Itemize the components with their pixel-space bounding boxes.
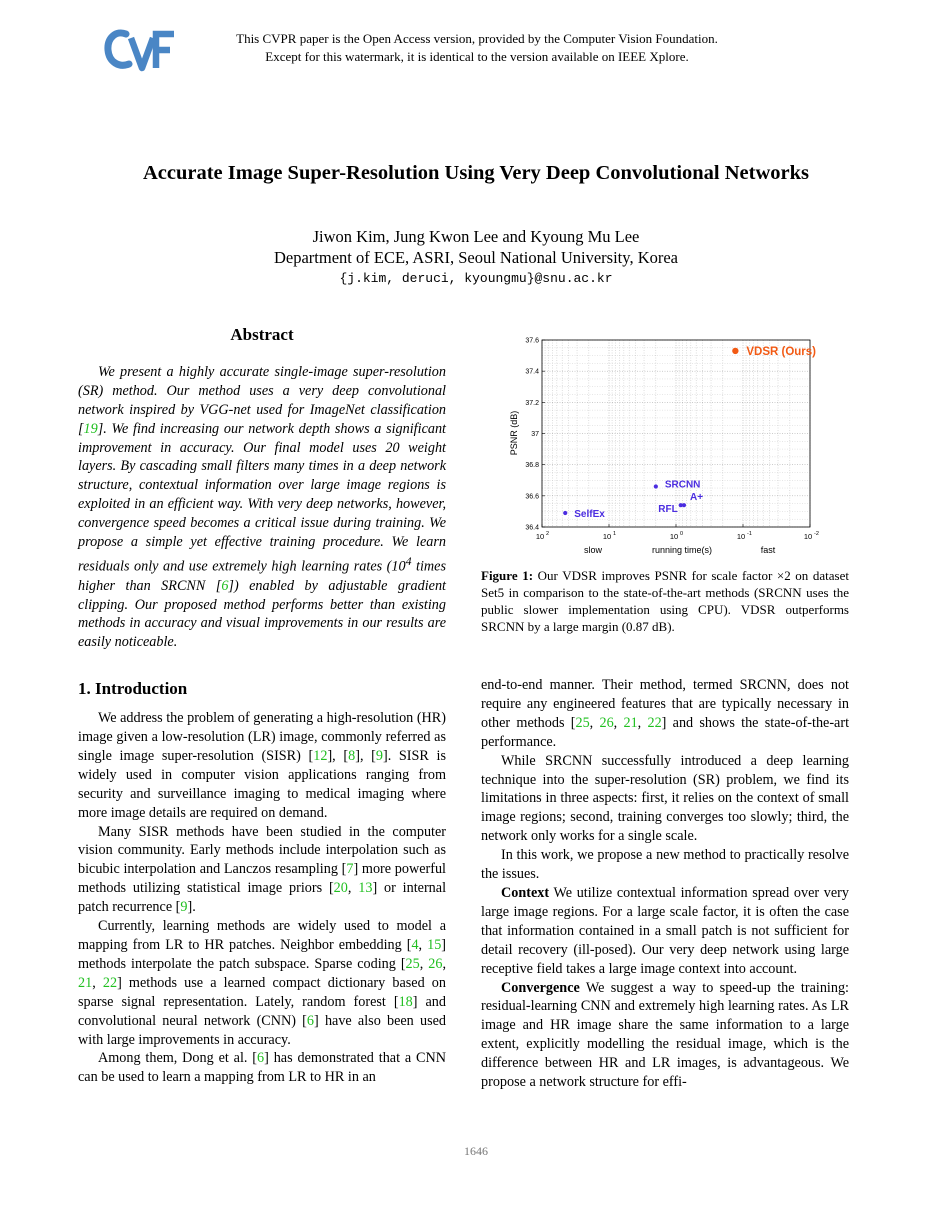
y-tick-label: 36.6 <box>525 493 539 501</box>
figure-caption <box>481 567 849 635</box>
watermark-line-1: This CVPR paper is the Open Access version, provided by the Computer Vision Foundation. <box>236 31 718 46</box>
author-block <box>40 226 912 289</box>
data-point <box>563 511 567 515</box>
y-tick-label: 37.2 <box>525 399 539 407</box>
citation-link[interactable]: 19 <box>83 420 98 437</box>
text-run: Among them, Dong et al. [ <box>98 1050 258 1067</box>
text-run: , <box>92 974 103 991</box>
citation-link[interactable]: 26 <box>428 955 443 972</box>
text-run: , <box>589 714 600 731</box>
text-run: , <box>418 937 428 954</box>
x-tick-label: 10 <box>736 532 746 541</box>
text-run: ] methods use a learned compact dictionary based on sparse signal representation. Lately, random forest [ <box>78 974 446 1010</box>
text-run: , <box>347 880 359 897</box>
y-tick-label: 37.6 <box>525 337 539 345</box>
abstract-part: ]) enabled by adjustable gradient clipping. Our proposed method performs better than existing methods in accuracy and visual improvements in our results are easily noticeable. <box>78 577 446 651</box>
right-paragraph-3: In this work, we propose a new method to practically resolve the issues. <box>481 847 849 883</box>
caption-label: Figure 1: <box>481 568 534 583</box>
paper-title: Accurate Image Super-Resolution Using Very Deep Convolutional Networks <box>142 162 810 184</box>
text-run: end-to-end manner. Their method, termed SRCNN, does not require any engineered features that are typically necessary in other methods [ <box>481 677 849 731</box>
y-tick-label: 37 <box>531 431 539 438</box>
right-paragraph-2: While SRCNN successfully introduced a deep learning technique into the super-resolution (SR) problem, we find its limitations in three aspects: first, it relies on the context of small image regions; second, training converges too slowly; third, the network only works for a single scale. <box>481 752 849 845</box>
text-run: ] more powerful methods utilizing statistical image priors [ <box>78 861 446 897</box>
text-run: ]. <box>187 899 196 916</box>
abstract-text <box>78 363 446 652</box>
text-run: We address the problem of generating a high-resolution (HR) image given a low-resolution (LR) image, commonly referred as single image super-resolution (SISR) [ <box>78 710 446 764</box>
x-tick-label: 10 <box>602 532 612 541</box>
chart-grid <box>542 340 810 527</box>
citation-link[interactable]: 21 <box>78 974 93 991</box>
citation-link[interactable]: 9 <box>180 899 188 916</box>
abstract-part: We present a highly accurate single-image super-resolution (SR) method. Our method uses a very deep convolutional network inspired by VGG-net used for ImageNet classification [ <box>78 363 446 437</box>
citation-link[interactable]: 13 <box>358 880 373 897</box>
citation-link[interactable]: 8 <box>348 747 356 764</box>
abstract-part: ]. We find increasing our network depth shows a significant improvement in accuracy. Our final model uses 20 weight layers. By cascading small filters many times in a deep network structure, contextual information over large image regions is exploited in an efficient way. With very deep networks, however, convergence speed becomes a critical issue during training. We propose a simple yet effective training procedure. We learn residuals only and use extremely high learning rates (10 <box>78 420 446 575</box>
citation-link[interactable]: 6 <box>306 1012 315 1029</box>
point-label: RFL <box>658 504 678 516</box>
page-number: 1646 <box>464 1144 488 1158</box>
x-label-slow: slow <box>583 545 603 555</box>
x-tick-exponent: 2 <box>546 531 550 537</box>
text-run: ], [ <box>355 747 376 764</box>
citation-link[interactable]: 18 <box>398 993 413 1010</box>
text-run: Currently, learning methods are widely used to model a mapping from LR to HR patches. Neighbor embedding [ <box>78 918 446 954</box>
text-run: ] and convolutional neural network (CNN) [ <box>78 993 446 1029</box>
text-run: ] or internal patch recurrence [ <box>78 880 447 916</box>
x-tick-label: 10 <box>803 532 813 541</box>
x-axis-label: running time(s) <box>651 545 713 555</box>
x-ticks <box>536 524 819 541</box>
citation-link[interactable]: 21 <box>623 714 638 731</box>
point-label: SRCNN <box>664 479 701 491</box>
y-axis-label: PSNR (dB) <box>509 410 519 456</box>
citation-link[interactable]: 26 <box>599 714 614 731</box>
left-column <box>78 326 446 1087</box>
x-label-fast: fast <box>760 545 776 555</box>
context-label: Context <box>501 884 550 901</box>
citation-link[interactable]: 4 <box>411 937 419 954</box>
citation-link[interactable]: 22 <box>102 974 118 991</box>
x-tick-exponent: -1 <box>747 531 752 537</box>
author-names: Jiwon Kim, Jung Kwon Lee and Kyoung Mu Lee <box>312 227 640 246</box>
x-tick-exponent: 0 <box>680 531 684 537</box>
text-run: ] has demonstrated that a CNN can be used to learn a mapping from LR to HR in an <box>78 1050 446 1086</box>
data-point <box>682 503 686 507</box>
caption-text: Our VDSR improves PSNR for scale factor ×2 on dataset Set5 in comparison to the state-of-the-art methods (SRCNN uses the public slower implementation using CPU). VDSR outperforms SRCNN by a large margin (0.87 dB). <box>481 568 850 634</box>
citation-link[interactable]: 22 <box>647 714 662 731</box>
citation-link[interactable]: 20 <box>333 880 348 897</box>
text-run: , <box>419 955 429 972</box>
abstract-part: times higher than SRCNN [ <box>78 558 446 594</box>
context-paragraph <box>481 884 849 979</box>
text-run: , <box>442 955 446 972</box>
cvf-logo-icon <box>104 26 176 74</box>
y-tick-label: 36.8 <box>525 462 539 470</box>
intro-paragraph-4 <box>78 1049 446 1087</box>
x-tick-label: 10 <box>669 532 679 541</box>
author-affiliation: Department of ECE, ASRI, Seoul National University, Korea <box>273 248 679 267</box>
text-run: ]. SISR is widely used in computer vision applications ranging from security and surveillance imaging to medical imaging where more image details are required on demand. <box>78 747 447 821</box>
text-run: ] have also been used with large improvements in accuracy. <box>78 1012 446 1048</box>
text-run: , <box>637 714 648 731</box>
point-label: A+ <box>689 492 704 504</box>
intro-paragraph-2 <box>78 823 446 918</box>
convergence-text: We suggest a way to speed-up the training: residual-learning CNN and extremely high learning rates. As LR image and HR image share the same information to a large extent, explicitly modelling the residual image, which is the difference between HR and LR images, is advantageous. We propose a network structure for effi- <box>481 979 849 1091</box>
watermark <box>190 30 764 66</box>
intro-paragraph-1 <box>78 709 446 822</box>
citation-link[interactable]: 25 <box>575 714 590 731</box>
convergence-label: Convergence <box>501 979 580 996</box>
y-tick-label: 37.4 <box>525 368 539 376</box>
right-column <box>481 676 849 1092</box>
citation-link[interactable]: 9 <box>375 747 383 764</box>
author-emails: {j.kim, deruci, kyoungmu}@snu.ac.kr <box>339 271 613 286</box>
text-run: Many SISR methods have been studied in the computer vision community. Early methods include interpolation such as bicubic interpolation and Lanczos resampling [ <box>78 823 446 878</box>
abstract-heading: Abstract <box>230 325 294 344</box>
citation-link[interactable]: 25 <box>405 955 420 972</box>
x-tick-exponent: 1 <box>613 531 617 537</box>
right-paragraph-1 <box>481 676 849 752</box>
convergence-paragraph <box>481 979 849 1092</box>
intro-heading: 1. Introduction <box>78 679 188 699</box>
citation-link[interactable]: 6 <box>221 577 229 594</box>
data-point <box>654 484 658 488</box>
x-tick-label: 10 <box>535 532 545 541</box>
y-tick-label: 36.4 <box>525 524 539 532</box>
data-point <box>732 348 738 354</box>
citation-link[interactable]: 15 <box>427 937 442 954</box>
citation-link[interactable]: 12 <box>313 747 328 764</box>
citation-link[interactable]: 6 <box>257 1050 265 1067</box>
context-text: We utilize contextual information spread over very large image regions. For a large scale factor, it is often the case that information contained in a small patch is not sufficient for detail recovery (ill-posed). Our very deep network using large receptive field takes a large image context into account. <box>481 884 849 977</box>
intro-paragraph-3 <box>78 917 446 1049</box>
watermark-line-2: Except for this watermark, it is identical to the version available on IEEE Xplore. <box>265 49 689 64</box>
point-label: VDSR (Ours) <box>746 345 817 358</box>
citation-link[interactable]: 7 <box>346 861 354 878</box>
text-run: ] methods interpolate the patch subspace. Sparse coding [ <box>78 937 447 972</box>
text-run: , <box>613 714 624 731</box>
text-run: ] and shows the state-of-the-art performance. <box>481 714 850 750</box>
x-tick-exponent: -2 <box>814 531 819 537</box>
point-label: SelfEx <box>574 508 605 520</box>
figure-1-chart <box>500 331 852 563</box>
text-run: ], [ <box>327 747 349 764</box>
exponent: 4 <box>405 553 412 568</box>
